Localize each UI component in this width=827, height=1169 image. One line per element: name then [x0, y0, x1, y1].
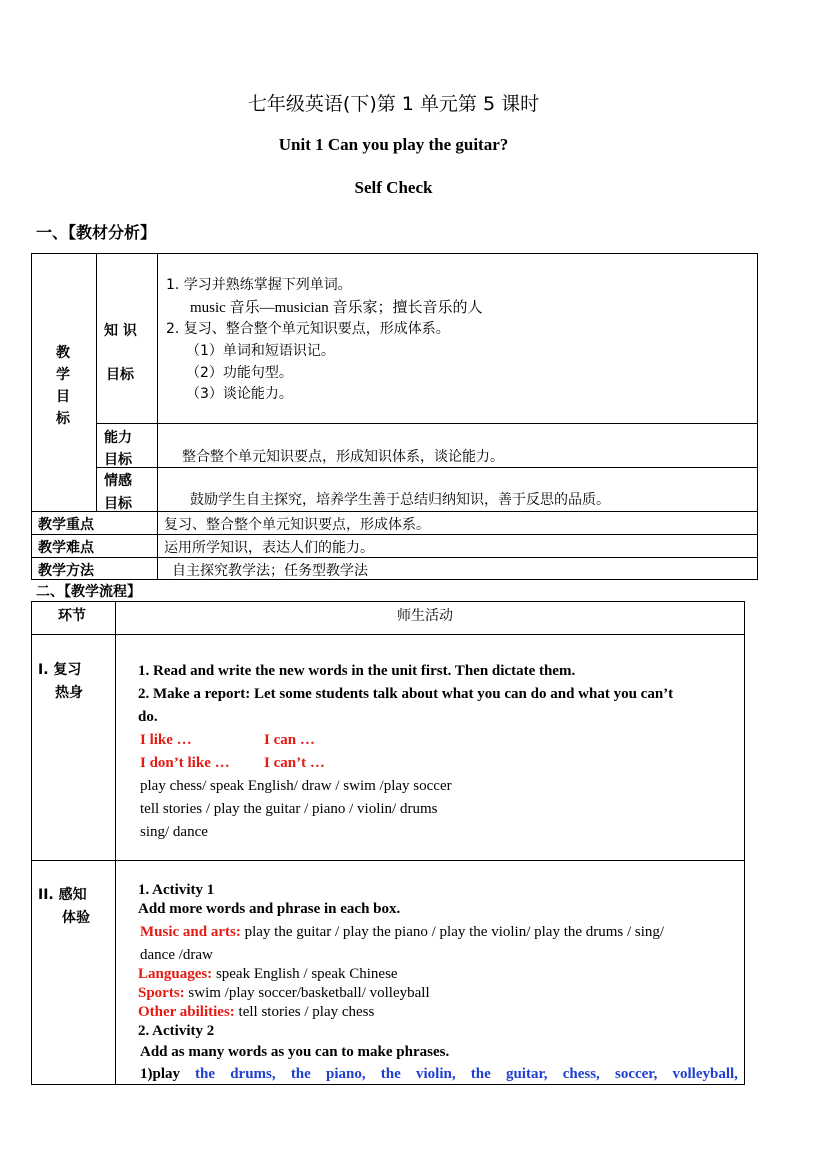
stage-2-label: II. 感知 — [38, 887, 87, 903]
ability-label-2: 目标 — [104, 452, 132, 468]
play-word: the — [470, 1066, 491, 1082]
stage-1-line: do. — [138, 709, 158, 725]
music-arts-label: Music and arts: — [140, 924, 241, 940]
knowledge-line: （1）单词和短语识记。 — [186, 343, 335, 359]
column-header-activities: 师生活动 — [397, 608, 453, 624]
emotion-label: 情感 — [104, 473, 132, 489]
languages-row — [138, 966, 398, 983]
goal-label-char: 教 — [56, 345, 70, 361]
goal-label-char: 学 — [56, 367, 70, 383]
emotion-text: 鼓励学生自主探究，培养学生善于总结归纳知识，善于反思的品质。 — [190, 492, 610, 508]
sports-text: swim /play soccer/basketball/ volleyball — [184, 985, 430, 1001]
ability-label: 能力 — [104, 430, 132, 446]
pattern-cant: I can’t … — [264, 755, 325, 771]
stage-1-line: 2. Make a report: Let some students talk about what you can do and what you can’t — [138, 686, 674, 702]
play-label: 1)play — [140, 1066, 181, 1082]
play-word: soccer, — [614, 1066, 658, 1082]
play-word: the — [290, 1066, 311, 1082]
play-word: guitar, — [505, 1066, 548, 1082]
lesson-title: Self Check — [354, 178, 433, 197]
music-arts-row — [140, 924, 664, 941]
activity-1-instruction: Add more words and phrase in each box. — [138, 901, 401, 917]
difficult-points-label: 教学难点 — [38, 540, 94, 556]
languages-label: Languages: — [138, 966, 213, 982]
activity-2-title: 2. Activity 2 — [138, 1023, 215, 1039]
play-word: the — [380, 1066, 401, 1082]
knowledge-line: （2）功能句型。 — [186, 365, 293, 381]
stage-1-line: 1. Read and write the new words in the unit first. Then dictate them. — [138, 663, 576, 679]
play-word: drums, — [230, 1066, 276, 1082]
knowledge-line: 1. 学习并熟练掌握下列单词。 — [166, 277, 352, 293]
key-points-label: 教学重点 — [38, 517, 94, 533]
unit-title: Unit 1 Can you play the guitar? — [278, 135, 509, 154]
column-header-stage: 环节 — [58, 608, 86, 624]
goal-label-char: 目 — [56, 389, 70, 405]
play-word: the — [195, 1066, 215, 1082]
emotion-label-2: 目标 — [104, 496, 132, 512]
knowledge-label-2: 目标 — [106, 367, 134, 383]
key-points-text: 复习、整合整个单元知识要点，形成体系。 — [164, 517, 430, 533]
pattern-dont-like: I don’t like … — [140, 755, 230, 771]
knowledge-line: music 音乐—musician 音乐家；擅长音乐的人 — [190, 300, 483, 316]
section-heading-analysis: 一、【教材分析】 — [36, 223, 157, 242]
activity-list: play chess/ speak English/ draw / swim /play soccer — [140, 778, 452, 794]
other-abilities-label: Other abilities: — [138, 1004, 235, 1020]
play-word: chess, — [562, 1066, 600, 1082]
activity-2-instruction: Add as many words as you can to make phrases. — [140, 1044, 450, 1060]
page-title: 七年级英语(下)第 1 单元第 5 课时 — [247, 93, 540, 115]
difficult-points-text: 运用所学知识，表达人们的能力。 — [164, 540, 374, 556]
activity-list: tell stories / play the guitar / piano / violin/ drums — [140, 801, 438, 817]
method-text: 自主探究教学法；任务型教学法 — [172, 563, 368, 579]
play-phrases — [195, 1066, 738, 1083]
other-abilities-row — [138, 1004, 374, 1021]
ability-text: 整合整个单元知识要点，形成知识体系，谈论能力。 — [182, 449, 504, 465]
music-arts-row-2: dance /draw — [140, 947, 213, 963]
activity-list: sing/ dance — [140, 824, 208, 840]
stage-1-label: I. 复习 — [38, 662, 82, 678]
play-word: piano, — [326, 1066, 366, 1082]
stage-1-label-2: 热身 — [55, 685, 83, 701]
sports-row — [138, 985, 430, 1002]
sports-label: Sports: — [138, 985, 185, 1001]
goal-label-char: 标 — [56, 411, 70, 427]
section-heading-process: 二、【教学流程】 — [36, 584, 141, 600]
pattern-can: I can … — [264, 732, 315, 748]
languages-text: speak English / speak Chinese — [212, 966, 398, 982]
knowledge-label: 知 识 — [104, 323, 137, 339]
knowledge-line: 2. 复习、整合整个单元知识要点，形成体系。 — [166, 321, 450, 337]
music-arts-text: play the guitar / play the piano / play the violin/ play the drums / sing/ — [240, 924, 665, 940]
stage-2-label-2: 体验 — [62, 910, 90, 926]
activity-1-title: 1. Activity 1 — [138, 882, 215, 898]
pattern-like: I like … — [140, 732, 192, 748]
play-word: violin, — [415, 1066, 456, 1082]
knowledge-line: （3）谈论能力。 — [186, 386, 293, 402]
play-word: volleyball, — [672, 1066, 738, 1082]
other-abilities-text: tell stories / play chess — [234, 1004, 375, 1020]
method-label: 教学方法 — [38, 563, 94, 579]
